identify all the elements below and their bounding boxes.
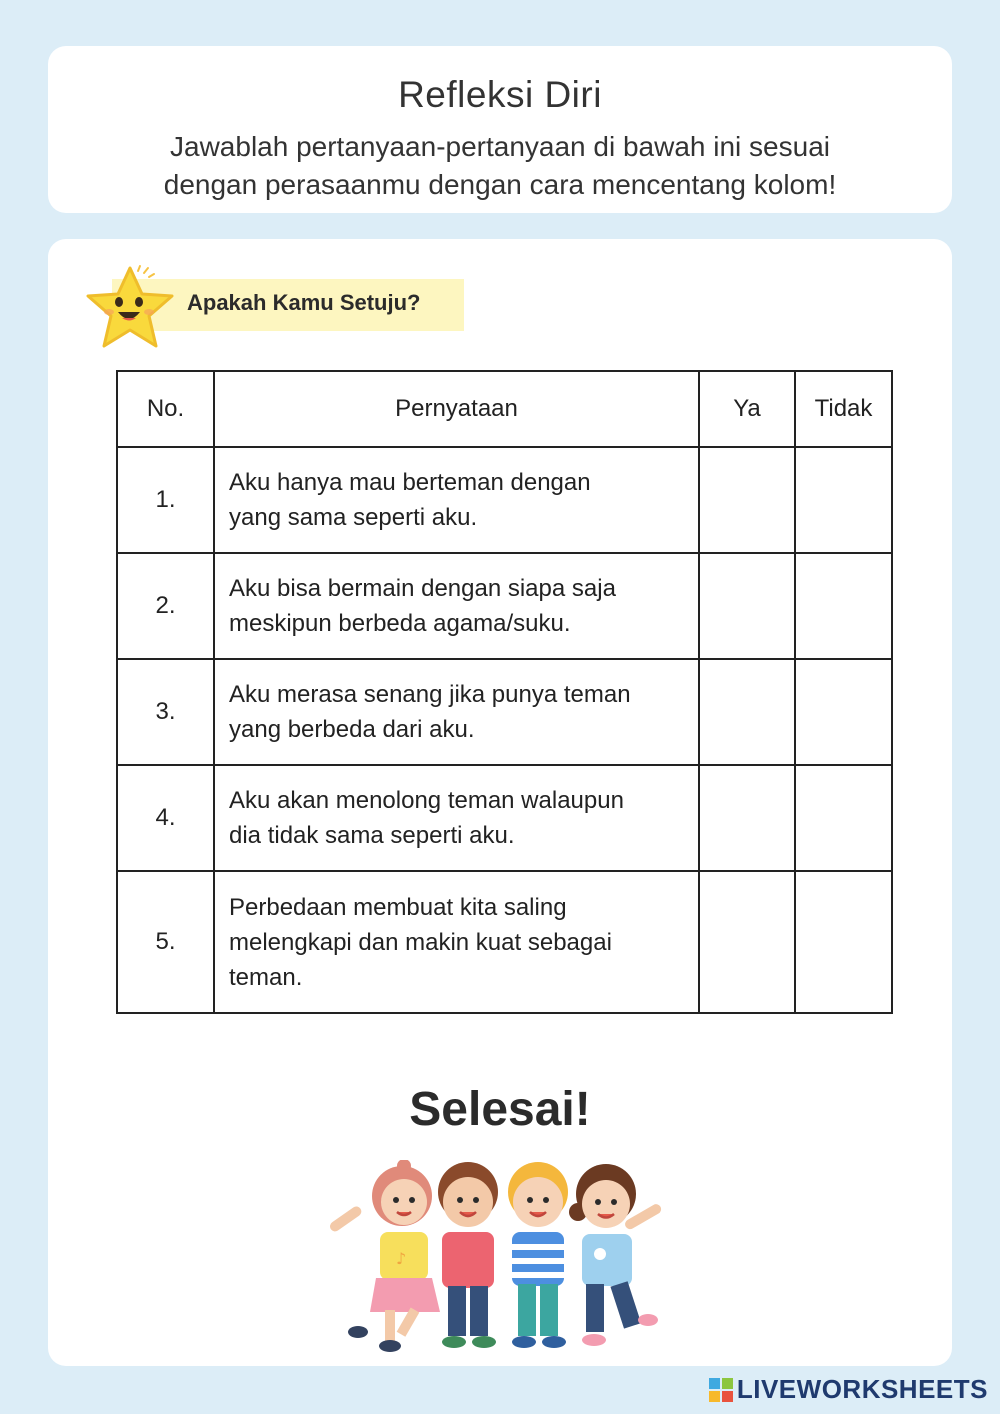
- checkbox-cell-yes[interactable]: [699, 871, 795, 1013]
- child-girl-yellow: [330, 1160, 440, 1352]
- statement-line: teman.: [229, 963, 303, 991]
- table-row: [117, 553, 892, 659]
- statement-table: [116, 370, 893, 1014]
- checkbox-cell-yes[interactable]: [699, 659, 795, 765]
- header-no: No.: [117, 371, 214, 447]
- statement-text: [214, 553, 699, 659]
- statement-line: yang sama seperti aku.: [229, 504, 478, 531]
- statement-line: dia tidak sama seperti aku.: [229, 822, 515, 849]
- child-girl-blue: [569, 1164, 663, 1346]
- statement-line: Aku merasa senang jika punya teman: [229, 681, 631, 708]
- child-boy-red: [438, 1162, 498, 1348]
- header-statement: Pernyataan: [214, 371, 699, 447]
- statement-line: Aku akan menolong teman walaupun: [229, 787, 624, 814]
- checkbox-cell-yes[interactable]: [699, 765, 795, 871]
- row-number: 4.: [117, 765, 214, 871]
- svg-text:♪: ♪: [396, 1249, 407, 1268]
- instructions: [120, 128, 880, 204]
- statement-line: Aku hanya mau berteman dengan: [229, 469, 591, 496]
- checkbox-cell-yes[interactable]: [699, 553, 795, 659]
- header-no-answer: Tidak: [795, 371, 892, 447]
- statement-line: melengkapi dan makin kuat sebagai: [229, 928, 612, 956]
- header-card: [48, 46, 952, 213]
- instruction-line-2: dengan perasaanmu dengan cara mencentang kolom!: [163, 169, 837, 200]
- table-header-row: [117, 371, 892, 447]
- done-heading: Selesai!: [409, 1083, 591, 1136]
- brand-logo: [709, 1374, 988, 1405]
- checkbox-cell-no[interactable]: [795, 765, 892, 871]
- checkbox-cell-no[interactable]: [795, 447, 892, 553]
- row-number: 3.: [117, 659, 214, 765]
- instruction-line-1: Jawablah pertanyaan-pertanyaan di bawah ini sesuai: [170, 131, 830, 162]
- statement-line: meskipun berbeda agama/suku.: [229, 610, 571, 637]
- children-illustration: [330, 1160, 675, 1360]
- checkbox-cell-yes[interactable]: [699, 447, 795, 553]
- child-boy-striped: [508, 1162, 568, 1348]
- table-row: [117, 447, 892, 553]
- table-row: [117, 765, 892, 871]
- page-title: Refleksi Diri: [398, 74, 602, 115]
- statement-text: [214, 659, 699, 765]
- row-number: 5.: [117, 871, 214, 1013]
- statement-line: yang berbeda dari aku.: [229, 716, 475, 743]
- statement-line: Aku bisa bermain dengan siapa saja: [229, 575, 616, 602]
- statement-text: [214, 765, 699, 871]
- checkbox-cell-no[interactable]: [795, 871, 892, 1013]
- row-number: 1.: [117, 447, 214, 553]
- section-label: Apakah Kamu Setuju?: [187, 290, 421, 315]
- table-row: [117, 871, 892, 1013]
- statement-line: Perbedaan membuat kita saling: [229, 893, 567, 921]
- statement-text: [214, 447, 699, 553]
- checkbox-cell-no[interactable]: [795, 553, 892, 659]
- smiling-star-icon: [84, 262, 180, 354]
- row-number: 2.: [117, 553, 214, 659]
- brand-name: LIVEWORKSHEETS: [736, 1374, 988, 1404]
- header-yes: Ya: [699, 371, 795, 447]
- liveworksheets-logo-icon: [709, 1378, 733, 1402]
- statement-text: [214, 871, 699, 1013]
- checkbox-cell-no[interactable]: [795, 659, 892, 765]
- table-row: [117, 659, 892, 765]
